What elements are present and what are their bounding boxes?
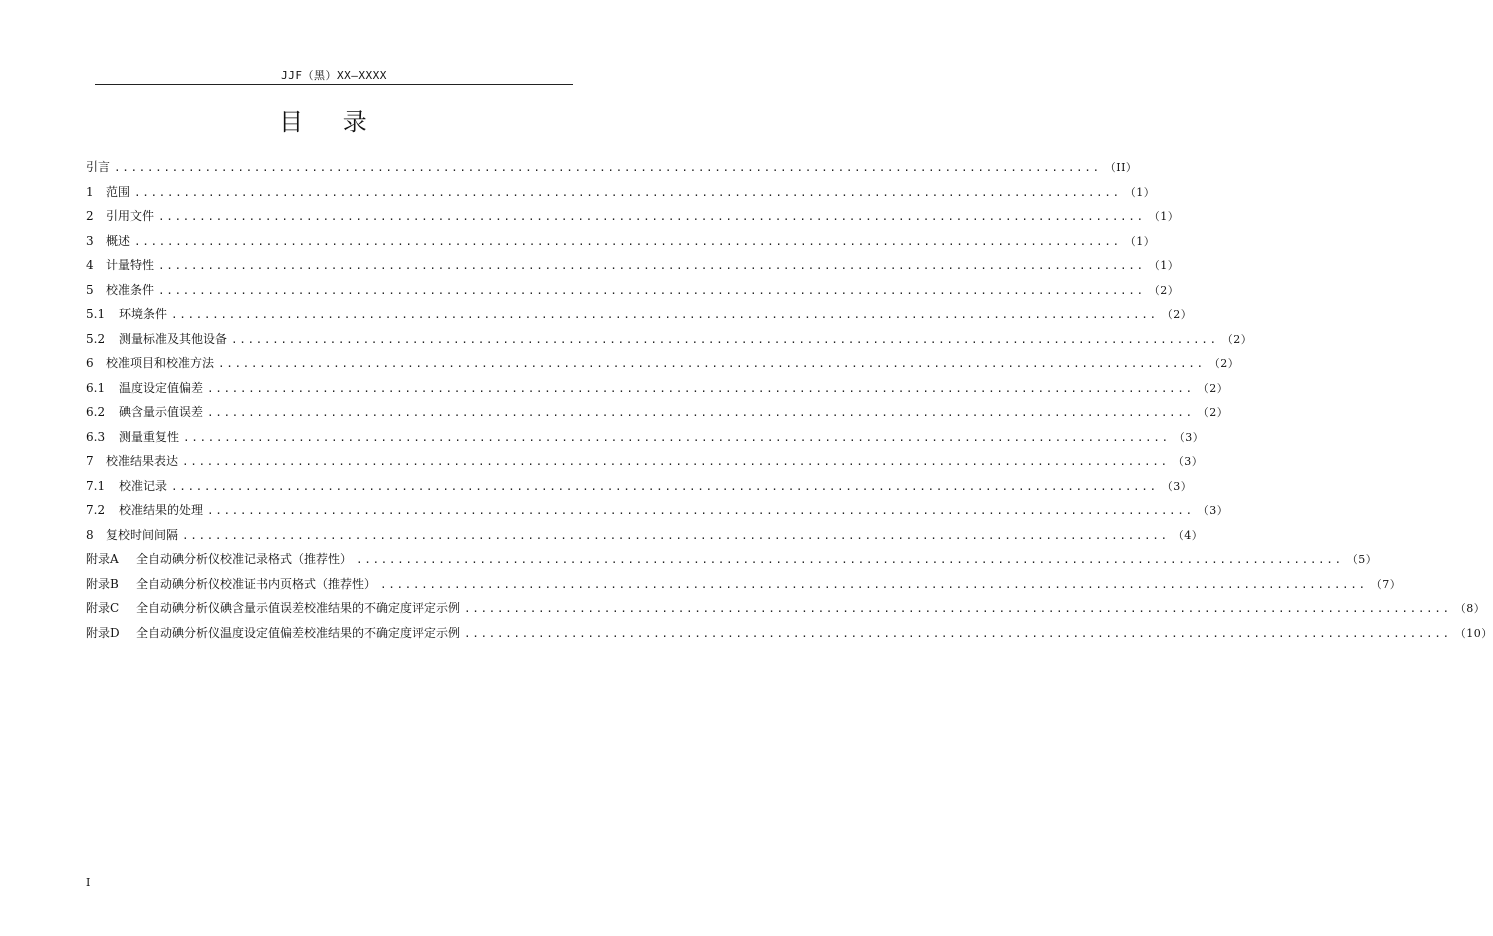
toc-entry-number: 附录C [86, 601, 120, 615]
page-title: 目 录 [279, 108, 383, 136]
toc-entry-page: （3） [1173, 430, 1205, 444]
toc-entry-number: 2 [86, 209, 94, 223]
toc-dot-leader: ........................................................................................................................ [356, 553, 1343, 566]
toc-dot-leader: ........................................................................................................................ [207, 381, 1194, 395]
toc-entry-label: 环境条件 [119, 307, 168, 321]
toc-entry-number: 附录D [86, 625, 120, 640]
toc-entry-page: （3） [1172, 455, 1204, 468]
toc-dot-leader: ........................................................................................................................ [158, 210, 1145, 223]
toc-entry[interactable] [86, 232, 1156, 257]
toc-dot-leader: ........................................................................................................................ [134, 234, 1121, 248]
toc-dot-leader: ........................................................................................................................ [158, 259, 1145, 272]
toc-entry-label: 全自动碘分析仪温度设定值偏差校准结果的不确定度评定示例 [136, 625, 461, 640]
toc-dot-leader: ........................................................................................................................ [171, 308, 1158, 321]
toc-entry[interactable] [86, 550, 1378, 575]
toc-entry[interactable] [86, 158, 1138, 183]
toc-entry-page: （7） [1370, 577, 1402, 591]
toc-entry-label: 概述 [106, 233, 131, 248]
toc-entry-label: 全自动碘分析仪校准记录格式（推荐性） [136, 552, 353, 566]
toc-entry-label: 校准记录 [119, 478, 168, 493]
toc-dot-leader: ........................................................................................................................ [182, 455, 1169, 468]
toc-entry-page: （1） [1148, 259, 1180, 272]
header-rule [95, 84, 573, 85]
toc-entry-label: 校准项目和校准方法 [106, 356, 215, 370]
toc-entry[interactable] [86, 305, 1193, 330]
toc-entry-label: 全自动碘分析仪校准证书内页格式（推荐性） [136, 576, 377, 591]
toc-entry-page: （5） [1346, 553, 1378, 566]
toc-entry[interactable] [86, 256, 1180, 281]
toc-entry-page: （2） [1161, 308, 1193, 321]
toc-entry-label: 引用文件 [106, 209, 155, 223]
toc-entry-number: 6.3 [86, 429, 106, 444]
toc-entry[interactable] [86, 575, 1402, 600]
toc-entry-page: （3） [1197, 504, 1229, 517]
toc-entry-number: 5.1 [86, 307, 106, 321]
toc-entry-number: 4 [86, 258, 94, 272]
toc-entry[interactable] [86, 526, 1204, 551]
toc-dot-leader: ........................................................................................................................ [183, 430, 1170, 444]
toc-entry[interactable] [86, 501, 1229, 526]
toc-entry-label: 引言 [86, 160, 111, 174]
toc-entry-number: 1 [86, 184, 94, 199]
toc-entry-label: 温度设定值偏差 [119, 380, 204, 395]
toc-entry-label: 校准结果的处理 [119, 503, 204, 517]
toc-dot-leader: ........................................................................................................................ [218, 357, 1205, 370]
toc-entry-number: 6.1 [86, 380, 106, 395]
toc-dot-leader: ........................................................................................................................ [464, 626, 1451, 640]
toc-entry-number: 7 [86, 454, 94, 468]
toc-dot-leader: ........................................................................................................................ [207, 406, 1194, 419]
toc-entry-page: （2） [1148, 283, 1180, 297]
toc-entry[interactable] [86, 452, 1204, 477]
toc-entry-page: （3） [1161, 479, 1193, 493]
toc-entry-page: （2） [1221, 332, 1253, 346]
toc-entry-number: 5.2 [86, 331, 106, 346]
toc-dot-leader: ........................................................................................................................ [380, 577, 1367, 591]
toc-dot-leader: ........................................................................................................................ [134, 185, 1121, 199]
toc-dot-leader: ........................................................................................................................ [231, 332, 1218, 346]
toc-entry[interactable] [86, 354, 1240, 379]
toc-dot-leader: ........................................................................................................................ [464, 602, 1451, 615]
toc-entry-page: （II） [1104, 161, 1138, 174]
toc-entry[interactable] [86, 330, 1253, 355]
toc-entry[interactable] [86, 183, 1156, 208]
toc-dot-leader: ........................................................................................................................ [171, 479, 1158, 493]
toc-entry-page: （4） [1172, 528, 1204, 542]
toc-entry-label: 校准条件 [106, 282, 155, 297]
toc-entry-label: 测量重复性 [119, 429, 180, 444]
toc-entry-page: （1） [1124, 234, 1156, 248]
toc-dot-leader: ........................................................................................................................ [182, 528, 1169, 542]
table-of-contents [86, 158, 1493, 648]
toc-entry[interactable] [86, 428, 1205, 453]
toc-entry-label: 范围 [106, 184, 131, 199]
toc-entry-number: 7.1 [86, 478, 106, 493]
toc-entry[interactable] [86, 207, 1180, 232]
toc-entry[interactable] [86, 624, 1493, 649]
toc-entry[interactable] [86, 403, 1229, 428]
toc-entry-number: 附录A [86, 552, 119, 566]
toc-entry-number: 5 [86, 282, 94, 297]
toc-dot-leader: ........................................................................................................................ [207, 504, 1194, 517]
toc-entry-page: （1） [1124, 185, 1156, 199]
toc-entry-page: （2） [1197, 381, 1229, 395]
toc-entry-label: 复校时间间隔 [106, 527, 179, 542]
toc-entry-number: 8 [86, 527, 94, 542]
toc-entry-page: （10） [1454, 626, 1493, 640]
footer-page-number: I [86, 876, 91, 889]
toc-entry-label: 校准结果表达 [106, 454, 179, 468]
toc-entry[interactable] [86, 477, 1193, 502]
toc-entry-number: 3 [86, 233, 94, 248]
toc-entry-number: 6.2 [86, 405, 106, 419]
toc-entry-number: 7.2 [86, 503, 106, 517]
toc-dot-leader: ........................................................................................................................ [114, 161, 1101, 174]
toc-entry-page: （2） [1208, 357, 1240, 370]
toc-entry-label: 测量标准及其他设备 [119, 331, 228, 346]
toc-entry[interactable] [86, 379, 1229, 404]
toc-entry-page: （1） [1148, 210, 1180, 223]
toc-entry[interactable] [86, 599, 1486, 624]
toc-dot-leader: ........................................................................................................................ [158, 283, 1145, 297]
toc-entry-number: 附录B [86, 576, 119, 591]
toc-entry-number: 6 [86, 356, 94, 370]
toc-entry[interactable] [86, 281, 1180, 306]
toc-entry-page: （2） [1197, 406, 1229, 419]
document-code-header: JJF（黑）XX—XXXX [281, 69, 387, 82]
toc-entry-label: 全自动碘分析仪碘含量示值误差校准结果的不确定度评定示例 [136, 601, 461, 615]
toc-entry-label: 计量特性 [106, 258, 155, 272]
toc-entry-page: （8） [1454, 602, 1486, 615]
toc-entry-label: 碘含量示值误差 [119, 405, 204, 419]
